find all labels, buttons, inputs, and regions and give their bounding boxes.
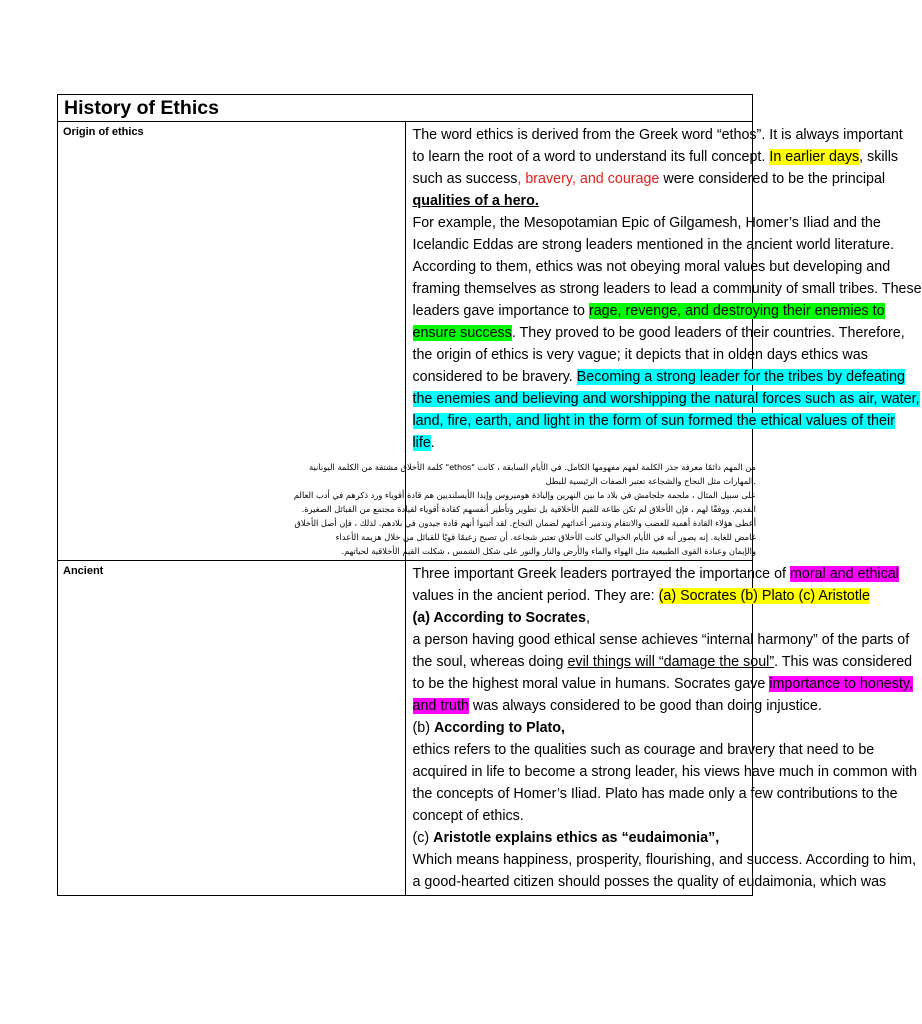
arabic-line: .المهارات مثل النجاح والشجاعة تعتبر الصفات الرئيسية للبطل bbox=[545, 476, 756, 486]
text-segment: values in the ancient period. They are: bbox=[412, 588, 659, 604]
text-line bbox=[412, 695, 822, 717]
arabic-line: أعطى هؤلاء القادة أهمية للغضب والانتقام وتدمير أعدائهم لضمان النجاح. لقد أثبتوا أنهم قادة جيدون في بلادهم. لذلك ، فإن أصل الأخلاق bbox=[294, 518, 756, 528]
text-segment: In earlier days bbox=[769, 149, 860, 165]
text-segment: The word ethics is derived from the Greek word “ethos”. It is always important bbox=[412, 127, 903, 143]
title-cell bbox=[58, 95, 753, 122]
text-line bbox=[412, 256, 891, 278]
text-segment: (a) According to Socrates bbox=[412, 610, 586, 626]
text-line bbox=[412, 168, 886, 190]
text-segment: the origin of ethics is very vague; it depicts that in olden days ethics was bbox=[412, 347, 868, 363]
text-line bbox=[412, 278, 922, 300]
text-segment: and truth bbox=[412, 698, 469, 714]
table-title: History of Ethics bbox=[64, 97, 219, 119]
text-segment: . bbox=[430, 435, 435, 451]
arabic-line: على سبيل المثال ، ملحمة جلجامش في بلاد ما بين النهرين وإلياذة هوميروس وإيدا الأيسلنديين هم قادة أقوياء ورد ذكرهم في أدب العالم bbox=[293, 490, 756, 500]
text-segment: the enemies and believing and worshipping the natural forces such as air, water, bbox=[412, 391, 920, 407]
text-line bbox=[413, 827, 747, 849]
text-line bbox=[412, 212, 881, 234]
text-segment: considered to be bravery. bbox=[412, 369, 577, 385]
text-segment: a person having good ethical sense achieves “internal harmony” of the parts of bbox=[412, 632, 910, 648]
text-segment: land, fire, earth, and light in the form of sun formed the ethical values of their bbox=[412, 413, 895, 429]
ancient-content-cell bbox=[405, 561, 918, 896]
origin-row bbox=[58, 122, 753, 561]
text-line bbox=[412, 300, 885, 322]
text-segment: to be the highest moral value in humans. Socrates gave bbox=[412, 676, 770, 692]
text-segment: leaders gave importance to bbox=[412, 303, 589, 319]
text-line bbox=[412, 761, 918, 783]
text-segment: For example, the Mesopotamian Epic of Gilgamesh, Homer’s Iliad and the bbox=[412, 215, 881, 231]
arabic-line: والإيمان وعبادة القوى الطبيعية مثل الهواء والماء والأرض والنار والنور على شكل الشمس ، شكلت القيم الأخلاقية لحياتهم. bbox=[341, 546, 756, 556]
ancient-text bbox=[406, 561, 918, 895]
text-segment: to learn the root of a word to understand its full concept. bbox=[412, 149, 770, 165]
text-segment: was always considered to be good than doing injustice. bbox=[468, 698, 822, 714]
text-segment: , skills bbox=[859, 149, 899, 165]
text-line bbox=[412, 322, 905, 344]
arabic-line: غامض للغاية. إنه يصور أنه في الأيام الخوالي كانت الأخلاق تعتبر شجاعة. أن تصبح زعيمًا قويًا للقبائل من خلال هزيمة الأعداء bbox=[335, 532, 756, 542]
text-segment: evil things will “damage the soul” bbox=[567, 654, 775, 670]
text-segment: . This was considered bbox=[774, 654, 913, 670]
text-segment: (b) bbox=[412, 720, 434, 736]
text-line bbox=[412, 146, 899, 168]
ancient-row bbox=[58, 561, 753, 896]
text-segment: such as success bbox=[412, 171, 518, 187]
text-segment: . They proved to be good leaders of their countries. Therefore, bbox=[511, 325, 905, 341]
text-segment: were considered to be the principal bbox=[659, 171, 886, 187]
text-segment: Icelandic Eddas are strong leaders mentioned in the ancient world literature. bbox=[412, 237, 895, 253]
text-segment: framing themselves as strong leaders to lead a community of small tribes. These bbox=[412, 281, 922, 297]
text-line bbox=[412, 585, 870, 607]
text-line bbox=[412, 344, 868, 366]
text-line bbox=[412, 739, 875, 761]
text-line bbox=[412, 124, 903, 146]
text-line bbox=[413, 805, 747, 827]
text-line bbox=[412, 849, 917, 871]
text-segment: Three important Greek leaders portrayed the importance of bbox=[412, 566, 790, 582]
text-segment: qualities of a hero. bbox=[412, 193, 539, 209]
text-segment: (c) bbox=[412, 830, 434, 846]
text-line bbox=[413, 190, 747, 212]
text-segment: rage, revenge, and destroying their enemies to bbox=[588, 303, 885, 319]
text-line bbox=[412, 563, 899, 585]
text-line bbox=[412, 388, 920, 410]
text-segment: According to them, ethics was not obeying moral values but developing and bbox=[412, 259, 891, 275]
arabic-line: القديم. ووفقًا لهم ، فإن الأخلاق لم تكن طاعة للقيم الأخلاقية بل تطوير وتأطير أنفسهم كقادة أقوياء لقيادة مجتمع من القبائل الصغيرة. bbox=[301, 504, 756, 514]
text-segment: importance to honesty, bbox=[769, 676, 913, 692]
text-segment: , bravery, and courage bbox=[517, 171, 660, 187]
text-line bbox=[412, 871, 887, 893]
text-segment: Becoming a strong leader for the tribes by defeating bbox=[576, 369, 905, 385]
text-segment: moral and ethical bbox=[789, 566, 899, 582]
ancient-label: Ancient bbox=[63, 565, 104, 577]
ancient-label-cell bbox=[58, 561, 406, 896]
text-line bbox=[412, 673, 913, 695]
text-segment: Which means happiness, prosperity, flourishing, and success. According to him, bbox=[412, 852, 917, 868]
text-line bbox=[412, 629, 910, 651]
text-line bbox=[413, 432, 747, 454]
text-segment: concept of ethics. bbox=[412, 808, 524, 824]
text-segment: ethics refers to the qualities such as courage and bravery that need to be bbox=[412, 742, 875, 758]
text-line bbox=[413, 607, 747, 629]
text-segment: According to Plato, bbox=[433, 720, 566, 736]
text-segment: acquired in life to become a strong leader, his views have much in common with bbox=[412, 764, 918, 780]
text-segment: life bbox=[412, 435, 431, 451]
text-segment: (a) Socrates (b) Plato (c) Aristotle bbox=[658, 588, 870, 604]
origin-label: Origin of ethics bbox=[63, 126, 144, 138]
text-segment: the concepts of Homer’s Iliad. Plato has made only a few contributions to the bbox=[412, 786, 898, 802]
text-segment: the soul, whereas doing bbox=[412, 654, 568, 670]
text-line bbox=[412, 410, 895, 432]
text-segment: ensure success bbox=[412, 325, 512, 341]
origin-arabic-text bbox=[293, 456, 757, 560]
text-segment: a good-hearted citizen should posses the quality of eudaimonia, which was bbox=[412, 874, 887, 890]
text-line bbox=[412, 783, 898, 805]
arabic-line: من المهم دائمًا معرفة جذر الكلمة لفهم مفهومها الكامل. في الأيام السابقة ، كانت "ethos" كلمة الأخلاق مشتقة من الكلمة اليونانية bbox=[309, 462, 756, 472]
text-line bbox=[413, 717, 747, 739]
text-line bbox=[412, 366, 905, 388]
origin-english-text bbox=[406, 122, 922, 456]
ethics-table bbox=[57, 94, 922, 896]
text-segment: Aristotle explains ethics as “eudaimonia”, bbox=[433, 830, 720, 846]
text-segment: , bbox=[585, 610, 590, 626]
text-line bbox=[412, 234, 895, 256]
origin-content-cell bbox=[293, 122, 922, 561]
text-line bbox=[412, 651, 913, 673]
